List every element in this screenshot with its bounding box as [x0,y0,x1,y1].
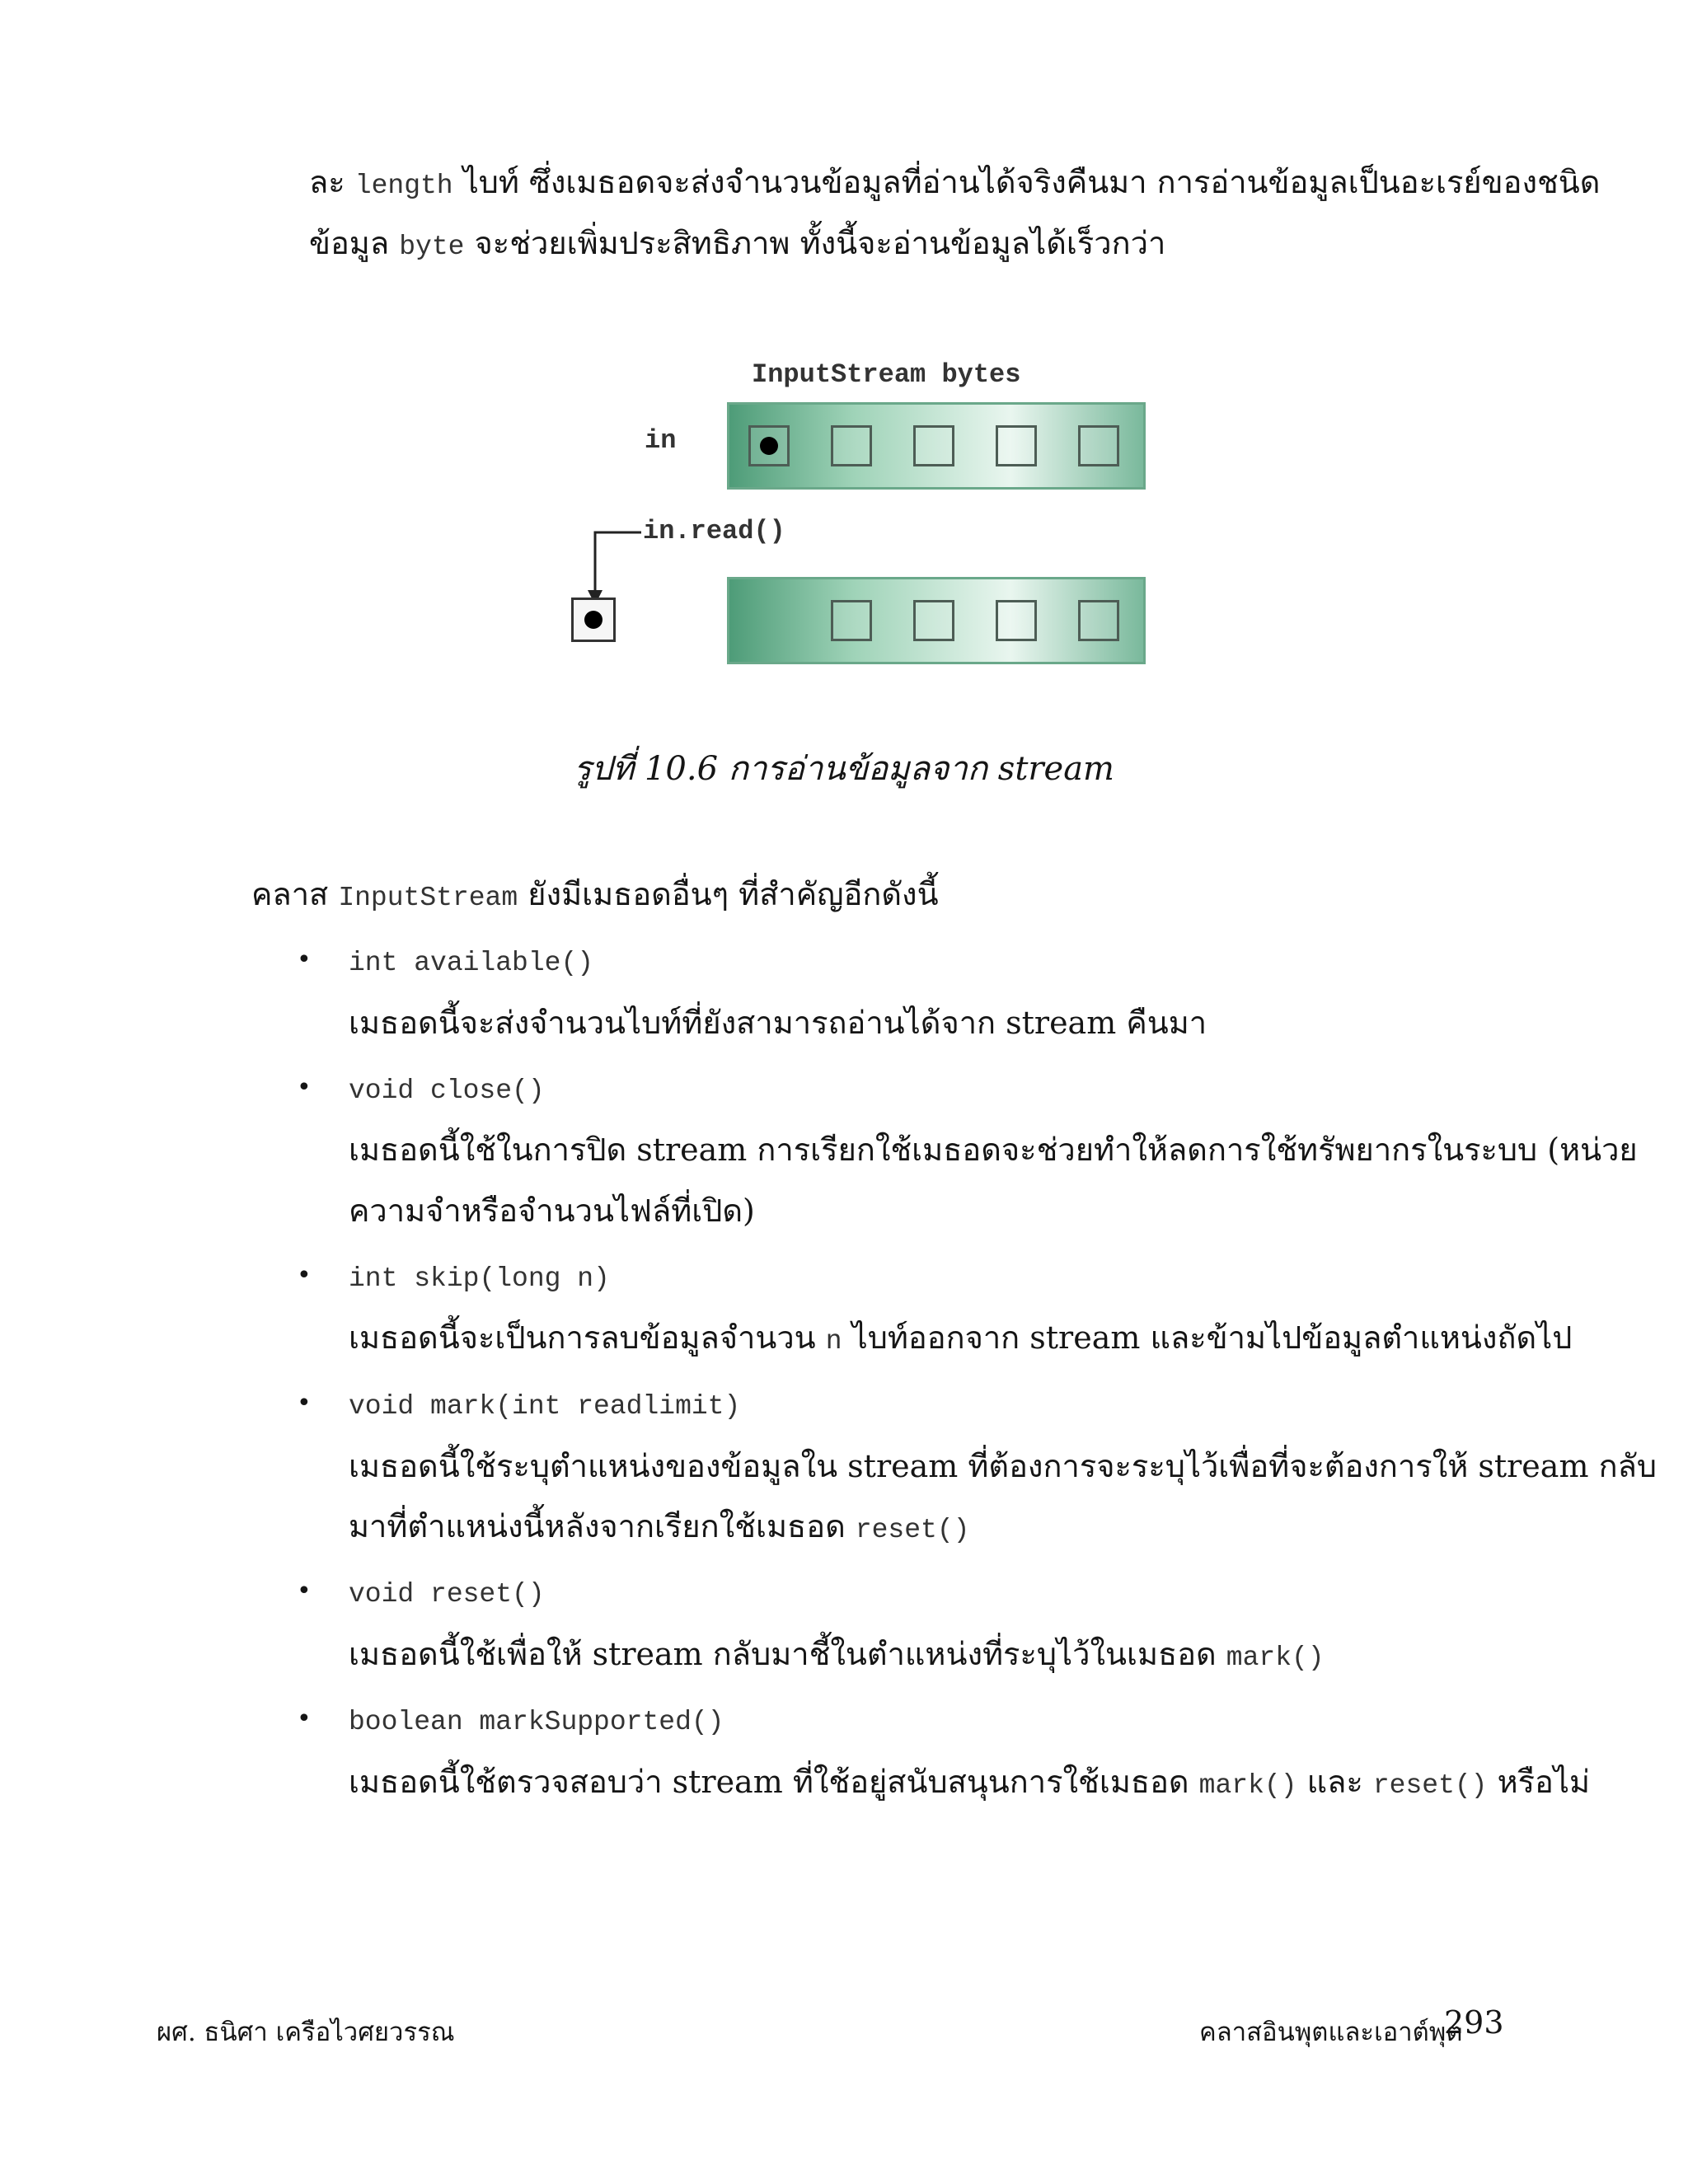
section-intro: คลาส InputStream ยังมีเมธอดอื่นๆ ที่สำคัญอีกดังนี้ [251,876,939,913]
code-mark: mark() [1198,1770,1297,1801]
method-signature-available: int available() [349,948,594,978]
byte-cell-1 [748,425,790,466]
intro-line-1: ละ length ไบท์ ซึ่งเมธอดจะส่งจำนวนข้อมูลที่อ่านได้จริงคืนมา การอ่านข้อมูลเป็นอะเรย์ของชนิด [309,164,1601,201]
figure-caption: รูปที่ 10.6 การอ่านข้อมูลจาก stream [574,750,1114,788]
method-desc-marksupported: เมธอดนี้ใช้ตรวจสอบว่า stream ที่ใช้อยู่สนับสนุนการใช้เมธอด mark() และ reset() หรือไม่ [349,1764,1591,1801]
read-arrow-icon [577,519,651,610]
method-signature-reset: void reset() [349,1579,545,1610]
method-signature-marksupported: boolean markSupported() [349,1707,724,1737]
method-desc-mark-1: เมธอดนี้ใช้ระบุตำแหน่งของข้อมูลใน stream ที่ต้องการจะระบุไว้เพื่อที่จะต้องการให้ stream กลับ [349,1448,1657,1484]
stream-box-after [727,577,1146,664]
code-reset: reset() [855,1515,970,1545]
code-reset: reset() [1372,1770,1488,1801]
byte-cell-2 [831,425,872,466]
figure-in-label: in [645,425,677,456]
bullet: • [297,1389,312,1418]
method-signature-skip: int skip(long n) [349,1263,610,1294]
method-desc-available: เมธอดนี้จะส่งจำนวนไบท์ที่ยังสามารถอ่านได้จาก stream คืนมา [349,1005,1207,1041]
bullet: • [297,1704,312,1733]
byte-cell-2 [831,600,872,641]
byte-cell-4 [996,425,1037,466]
bullet: • [297,1073,312,1102]
bullet: • [297,945,312,974]
read-byte-cell [571,598,616,642]
figure-read-label: in.read() [643,516,785,546]
read-byte-dot [584,611,603,629]
byte-cell-5 [1078,425,1119,466]
method-desc-skip: เมธอดนี้จะเป็นการลบข้อมูลจำนวน n ไบท์ออกจาก stream และข้ามไปข้อมูลตำแหน่งถัดไป [349,1319,1573,1357]
intro-line-2: ข้อมูล byte จะช่วยเพิ่มประสิทธิภาพ ทั้งนี้จะอ่านข้อมูลได้เร็วกว่า [309,225,1166,262]
code-inputstream: InputStream [338,883,518,913]
byte-cell-3 [913,425,954,466]
byte-cell-3 [913,600,954,641]
method-desc-reset: เมธอดนี้ใช้เพื่อให้ stream กลับมาชี้ในตำแหน่งที่ระบุไว้ในเมธอด mark() [349,1636,1325,1673]
byte-cell-5 [1078,600,1119,641]
page-number: 293 [1444,2004,1504,2041]
code-byte: byte [399,232,465,262]
method-desc-close-2: ความจำหรือจำนวนไฟล์ที่เปิด) [349,1193,755,1229]
footer-author: ผศ. ธนิศา เครือไวศยวรรณ [157,2018,455,2047]
method-desc-close-1: เมธอดนี้ใช้ในการปิด stream การเรียกใช้เมธอดจะช่วยทำให้ลดการใช้ทรัพยากรในระบบ (หน่วย [349,1132,1638,1168]
stream-box-before [727,402,1146,490]
method-desc-mark-2: มาที่ตำแหน่งนี้หลังจากเรียกใช้เมธอด reset() [349,1508,970,1545]
footer-chapter: คลาสอินพุตและเอาต์พุต [1199,2018,1463,2047]
figure-header-label: InputStream bytes [752,359,1021,390]
method-signature-close: void close() [349,1076,545,1106]
method-signature-mark: void mark(int readlimit) [349,1391,741,1422]
code-mark: mark() [1226,1643,1325,1673]
bullet: • [297,1577,312,1605]
code-length: length [354,171,453,201]
bullet: • [297,1261,312,1290]
code-n: n [825,1326,842,1357]
byte-dot [760,437,778,455]
byte-cell-4 [996,600,1037,641]
